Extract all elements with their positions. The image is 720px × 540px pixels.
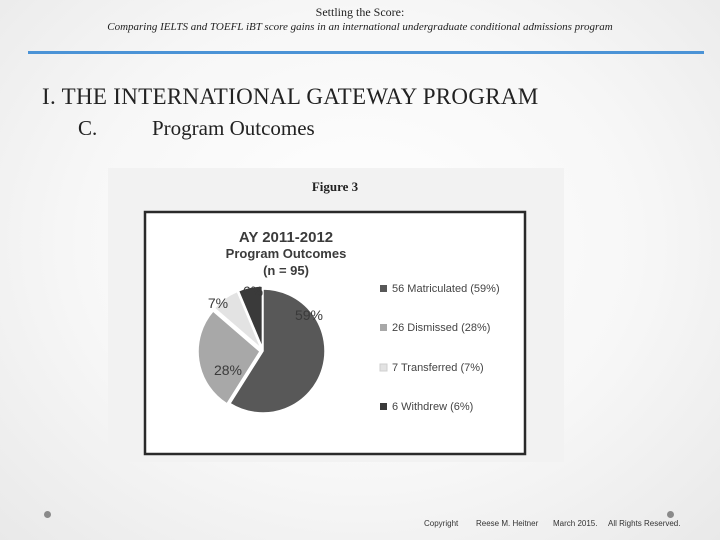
legend-entry: 7 Transferred (7%) — [392, 362, 484, 374]
legend-entry: 26 Dismissed (28%) — [392, 322, 491, 334]
legend-swatch — [380, 364, 387, 371]
footer-author: Reese M. Heitner — [476, 519, 539, 528]
pie-percent-label: 6% — [242, 283, 264, 299]
chart-title-line: (n = 95) — [263, 263, 309, 278]
legend-swatch — [380, 403, 387, 410]
legend-entry: 56 Matriculated (59%) — [392, 283, 500, 295]
footer-rights: All Rights Reserved. — [608, 519, 681, 528]
slide-header — [0, 4, 720, 35]
pie-percent-label: 7% — [207, 295, 229, 311]
corner-dot-right — [667, 511, 674, 518]
slide-subtitle: Comparing IELTS and TOEFL iBT score gains in an international undergraduate conditional admissions program — [107, 21, 613, 33]
figure-image — [108, 168, 564, 462]
header-divider — [28, 51, 704, 54]
pie-percent-label: 59% — [294, 307, 324, 323]
section-heading: I. THE INTERNATIONAL GATEWAY PROGRAM — [42, 84, 539, 109]
chart-title-line: AY 2011-2012 — [238, 229, 334, 246]
chart-title-line: Program Outcomes — [225, 246, 347, 261]
legend-swatch — [380, 285, 387, 292]
pie-chart — [108, 168, 564, 462]
slide-title: Settling the Score: — [315, 5, 405, 19]
legend-swatch — [380, 324, 387, 331]
legend-entry: 6 Withdrew (6%) — [392, 401, 474, 413]
pie-percent-label: 28% — [213, 362, 243, 378]
subsection-title: Program Outcomes — [152, 116, 315, 140]
footer-date: March 2015. — [553, 519, 598, 528]
footer-copyright: Copyright — [424, 519, 459, 528]
figure-label: Figure 3 — [311, 179, 359, 194]
corner-dot-left — [44, 511, 51, 518]
subsection-number: C. — [78, 116, 98, 140]
section-subheading — [78, 116, 315, 141]
